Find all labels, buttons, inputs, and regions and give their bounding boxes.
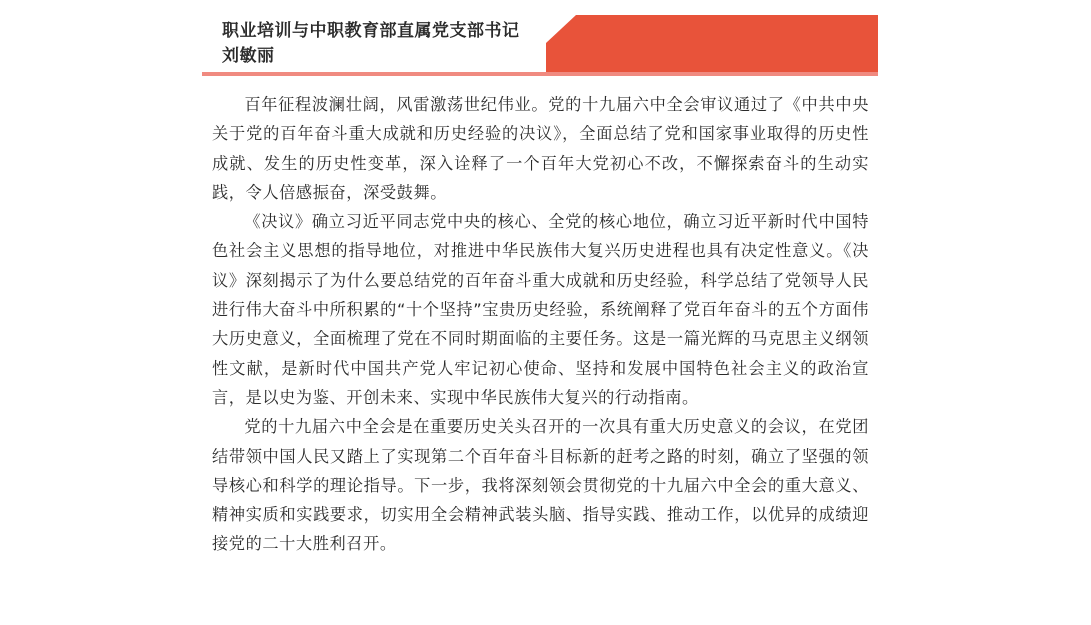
header-title xyxy=(222,19,520,69)
header-title-line2: 刘敏丽 xyxy=(222,46,275,66)
header-title-line1: 职业培训与中职教育部直属党支部书记 xyxy=(222,21,520,41)
header-banner xyxy=(202,15,878,77)
paragraph-1: 百年征程波澜壮阔，风雷激荡世纪伟业。党的十九届六中全会审议通过了《中共中央关于党的百年奋斗重大成就和历史经验的决议》，全面总结了党和国家事业取得的历史性成就、发生的历史性变革，深入诠释了一个百年大党初心不改，不懈探索奋斗的生动实践，令人倍感振奋，深受鼓舞。 xyxy=(212,95,869,202)
header-divider-line xyxy=(202,72,878,76)
header-accent-shape xyxy=(546,15,878,73)
paragraph-2: 《决议》确立习近平同志党中央的核心、全党的核心地位，确立习近平新时代中国特色社会主义思想的指导地位，对推进中华民族伟大复兴历史进程也具有决定性意义。《决议》深刻揭示了为什么要总结党的百年奋斗重大成就和历史经验，科学总结了党领导人民进行伟大奋斗中所积累的“十个坚持”宝贵历史经验，系统阐释了党百年奋斗的五个方面伟大历史意义，全面梳理了党在不同时期面临的主要任务。这是一篇光辉的马克思主义纲领性文献，是新时代中国共产党人牢记初心使命、坚持和发展中国特色社会主义的政治宣言，是以史为鉴、开创未来、实现中华民族伟大复兴的行动指南。 xyxy=(212,212,869,407)
article-body xyxy=(212,90,869,559)
paragraph-3: 党的十九届六中全会是在重要历史关头召开的一次具有重大历史意义的会议，在党团结带领中国人民又踏上了实现第二个百年奋斗目标新的赶考之路的时刻，确立了坚强的领导核心和科学的理论指导。下一步，我将深刻领会贯彻党的十九届六中全会的重大意义、精神实质和实践要求，切实用全会精神武装头脑、指导实践、推动工作，以优异的成绩迎接党的二十大胜利召开。 xyxy=(212,417,869,554)
